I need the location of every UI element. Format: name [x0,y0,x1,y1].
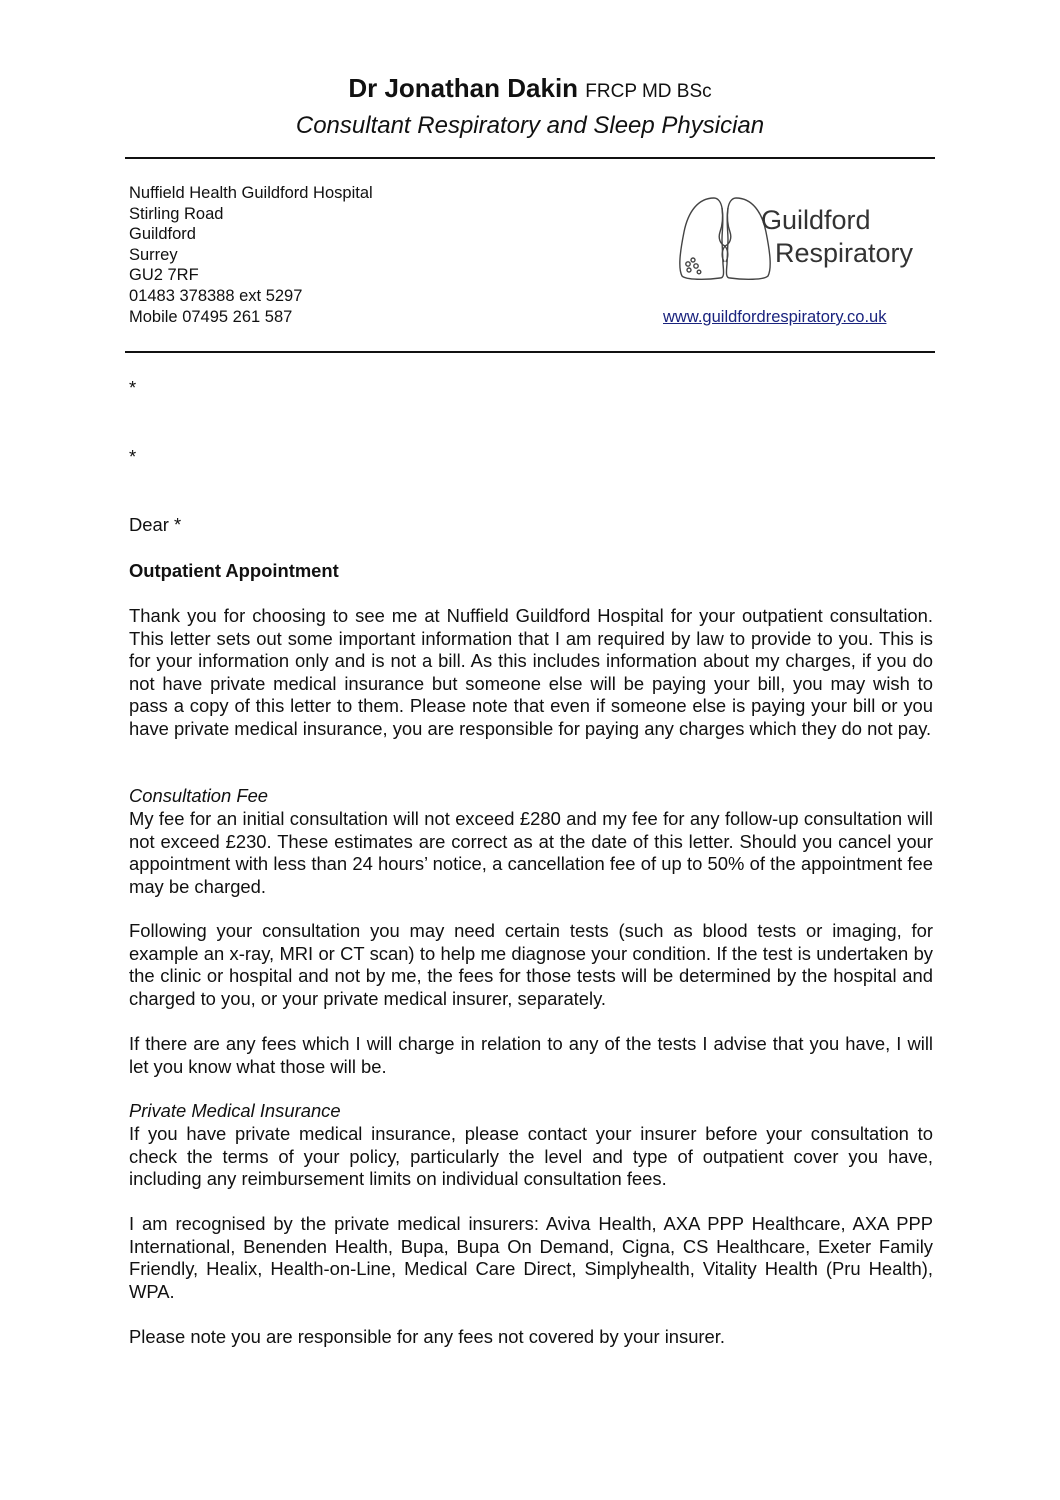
top-divider [125,157,935,159]
recipient-name-placeholder: * [129,377,137,398]
paragraph-recognised-insurers: I am recognised by the private medical insurers: Aviva Health, AXA PPP Healthcare, AXA PPP International, Benenden Health, Bupa, Bupa On Demand, Cigna, CS Healthcare, Exeter Family Friendly, Healix, Health-on-Line, Medical Care Direct, Simplyhealth, Vitality Health (Pru Health), WPA. [129,1213,933,1302]
address-line-mobile: Mobile 07495 261 587 [129,307,293,326]
sender-address [129,183,373,327]
address-line-postcode: GU2 7RF [129,266,199,285]
address-line-hospital: Nuffield Health Guildford Hospital [129,184,373,202]
guildford-respiratory-logo [676,194,936,294]
logo-wordmark [761,204,913,270]
website-link[interactable]: www.guildfordrespiratory.co.uk [663,308,887,326]
doctor-name-line [0,72,1060,108]
bottom-divider [125,351,935,353]
address-line-street: Stirling Road [129,204,224,223]
recipient-address-placeholder: * [129,446,137,467]
letter-subject: Outpatient Appointment [129,560,339,581]
doctor-qualifications: FRCP MD BSc [585,81,712,102]
address-line-county: Surrey [129,245,178,264]
address-line-phone: 01483 378388 ext 5297 [129,286,303,305]
address-line-town: Guildford [129,225,196,244]
salutation: Dear * [129,514,182,535]
doctor-name: Dr Jonathan Dakin [348,73,579,103]
doctor-role: Consultant Respiratory and Sleep Physician [295,112,765,139]
paragraph-consultation-fee: My fee for an initial consultation will not exceed £280 and my fee for any follow-up consultation will not exceed £230. These estimates are correct as at the date of this letter. Should you cancel your appointment with less than 24 hours’ notice, a cancellation fee of up to 50% of the appointment fee may be charged. [129,808,933,897]
paragraph-responsibility-note: Please note you are responsible for any fees not covered by your insurer. [129,1326,725,1347]
heading-private-medical-insurance: Private Medical Insurance [129,1100,341,1121]
paragraph-test-fees: If there are any fees which I will charge in relation to any of the tests I advise that you have, I will let you know what those will be. [129,1033,933,1077]
logo-line-respiratory: Respiratory [775,238,914,268]
paragraph-insurance: If you have private medical insurance, please contact your insurer before your consultation to check the terms of your policy, particularly the level and type of outpatient cover you have, including any reimbursement limits on individual consultation fees. [129,1123,933,1190]
heading-consultation-fee: Consultation Fee [129,785,269,806]
paragraph-introduction: Thank you for choosing to see me at Nuffield Guildford Hospital for your outpatient consultation. This letter sets out some important information that I am required by law to provide to you. This is for your information only and is not a bill. As this includes information about my charges, if you do not have private medical insurance but someone else will be paying your bill, you may wish to pass a copy of this letter to them. Please note that even if someone else is paying your bill or you have private medical insurance, you are responsible for paying any charges which they do not pay. [129,605,933,739]
logo-line-guildford: Guildford [761,205,871,235]
paragraph-tests: Following your consultation you may need certain tests (such as blood tests or imaging, for example an x-ray, MRI or CT scan) to help me diagnose your condition. If the test is undertaken by the clinic or hospital and not by me, the fees for those tests will be determined by the hospital and charged to you, or your private medical insurer, separately. [129,920,933,1009]
letterhead [0,72,1060,142]
